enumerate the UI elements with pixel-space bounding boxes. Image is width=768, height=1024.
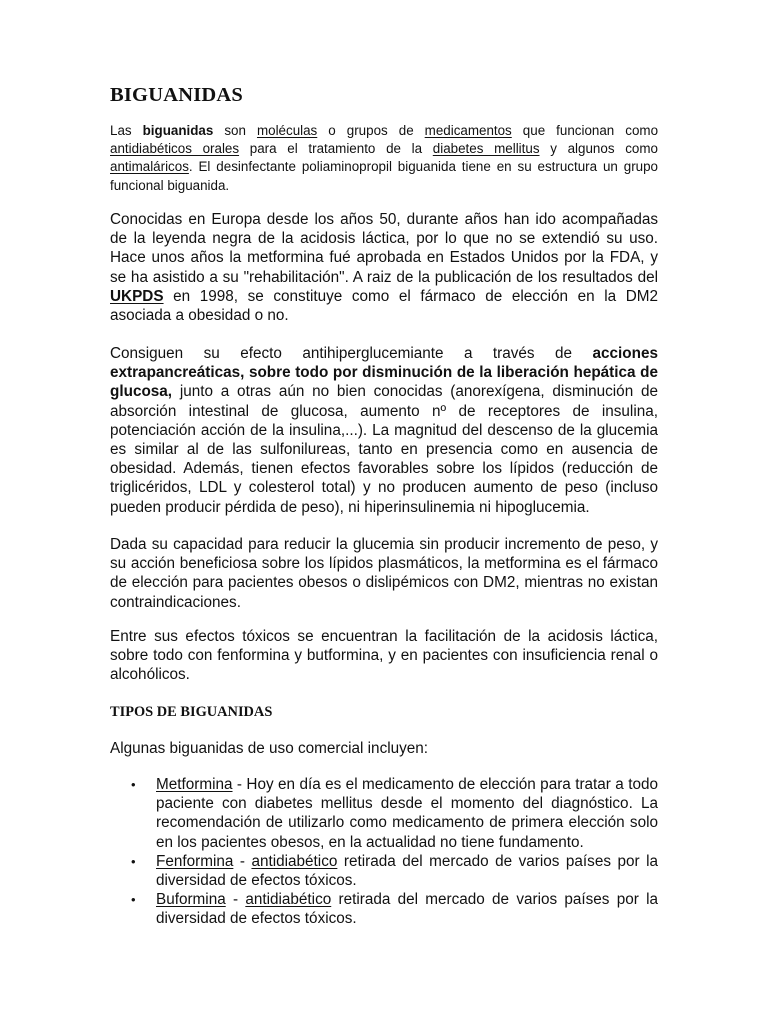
toxicity-paragraph: Entre sus efectos tóxicos se encuentran la facilitación de la acidosis láctica, sobre todo con fenformina y butformina, y en pacientes con insuficiencia renal o alcohólicos. xyxy=(110,628,658,684)
list-item-text: - Hoy en día es el medicamento de elección para tratar a todo paciente con diabetes mellitus desde el momento del diagnóstico. La recomendación de utilizarlo como medicamento de primera elección solo en los pacientes obesos, en la actualidad no tiene fundamento. xyxy=(156,776,658,851)
link-antidiabetico[interactable]: antidiabético xyxy=(245,891,332,909)
list-item-separator: - xyxy=(225,891,246,909)
intro-text: o grupos de xyxy=(317,123,425,138)
link-medicamentos[interactable]: medicamentos xyxy=(424,123,512,138)
paragraph-text: Consiguen su efecto antihiperglucemiante a través de xyxy=(110,345,593,362)
page-title: BIGUANIDAS xyxy=(110,84,243,106)
list-item-text: retirada del mercado de varios países por la diversidad de efectos tóxicos. xyxy=(156,891,658,928)
list-item xyxy=(110,775,658,852)
list-item-text: retirada del mercado de varios países por la diversidad de efectos tóxicos. xyxy=(156,852,658,890)
intro-text: y algunos como xyxy=(539,141,658,157)
link-antidiabetico[interactable]: antidiabético xyxy=(251,852,338,870)
intro-text: . El desinfectante poliaminopropil biguanida tiene en su estructura un grupo funcional biguanida. xyxy=(110,159,658,193)
bullet-icon: • xyxy=(131,892,136,908)
link-diabetes-mellitus[interactable]: diabetes mellitus xyxy=(432,141,540,157)
intro-text: que funcionan como xyxy=(511,123,659,138)
section-heading: TIPOS DE BIGUANIDAS xyxy=(110,704,273,720)
link-moleculas[interactable]: moléculas xyxy=(256,123,318,138)
list-item-separator: - xyxy=(233,852,252,870)
link-fenformina[interactable]: Fenformina xyxy=(156,852,234,870)
intro-bold-term: biguanidas xyxy=(142,123,214,138)
biguanide-list xyxy=(110,775,658,929)
bullet-icon: • xyxy=(131,777,136,792)
link-antidiabeticos-orales[interactable]: antidiabéticos orales xyxy=(110,141,240,157)
intro-text: para el tratamiento de la xyxy=(239,141,433,157)
list-lead-text: Algunas biguanidas de uso comercial incluyen: xyxy=(110,740,429,757)
link-buformina[interactable]: Buformina xyxy=(156,891,226,909)
intro-text: Las xyxy=(110,123,143,138)
mechanism-paragraph xyxy=(110,344,658,517)
paragraph-text: en 1998, se constituye como el fármaco de elección en la DM2 asociada a obesidad o no. xyxy=(110,287,658,325)
bullet-icon: • xyxy=(131,853,136,869)
history-paragraph xyxy=(110,210,658,325)
intro-paragraph xyxy=(110,122,658,195)
link-antimalaricos[interactable]: antimaláricos xyxy=(110,159,189,175)
list-item xyxy=(110,890,658,928)
paragraph-text: junto a otras aún no bien conocidas (anorexígena, disminución de absorción intestinal de glucosa, aumento nº de receptores de insulina, potenciación acción de la insulina,...). La magnitud del descenso de la glucemia es similar al de las sulfonilureas, tanto en presencia como en ausencia de obesidad. Además, tienen efectos favorables sobre los lípidos (reducción de triglicéridos, LDL y colesterol total) y no producen aumento de peso (incluso pueden producir pérdida de peso), ni hiperinsulinemia ni hipoglucemia. xyxy=(110,383,658,516)
link-ukpds[interactable]: UKPDS xyxy=(110,287,164,305)
bold-mechanism-text: acciones extrapancreáticas, sobre todo por disminución de la liberación hepática de glucosa, xyxy=(110,345,658,401)
paragraph-text: Conocidas en Europa desde los años 50, durante años han ido acompañadas de la leyenda negra de la acidosis láctica, por lo que no se extendió su uso. Hace unos años la metformina fué aprobada en Estados Unidos por la FDA, y se ha asistido a su "rehabilitación". A raiz de la publicación de los resultados del xyxy=(110,211,658,286)
intro-text: son xyxy=(213,123,257,138)
link-metformina[interactable]: Metformina xyxy=(156,776,233,793)
list-item xyxy=(110,852,658,890)
indication-paragraph: Dada su capacidad para reducir la glucemia sin producir incremento de peso, y su acción beneficiosa sobre los lípidos plasmáticos, la metformina es el fármaco de elección para pacientes obesos o dislipémicos con DM2, mientras no existan contraindicaciones. xyxy=(110,536,658,611)
